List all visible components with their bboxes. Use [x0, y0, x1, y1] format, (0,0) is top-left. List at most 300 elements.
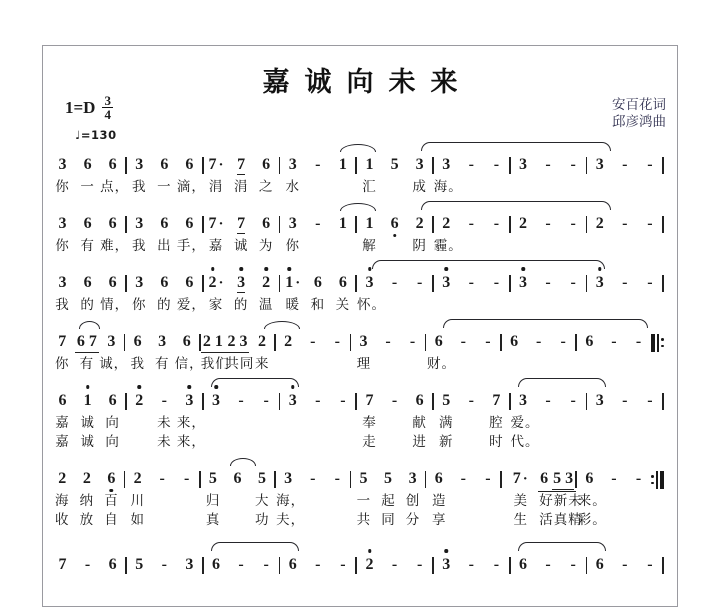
- octave-dot-high-icon: [86, 385, 90, 389]
- sustain-dash: -: [622, 392, 628, 409]
- note-token: [109, 555, 117, 574]
- note-token: [284, 469, 292, 488]
- lyric-measure: [127, 414, 206, 431]
- note-cell: [561, 391, 586, 410]
- sustain-dash: -: [570, 392, 576, 409]
- key-signature: [65, 94, 117, 121]
- note-digit: 6: [585, 333, 594, 350]
- augmentation-dot-icon: ·: [218, 216, 224, 232]
- note-cell: [484, 214, 509, 233]
- note-token: [494, 155, 499, 174]
- note-cell: [204, 391, 229, 410]
- octave-dot-high-icon: [211, 267, 215, 271]
- note-token: [340, 391, 345, 410]
- octave-dot-low-icon: [110, 489, 114, 493]
- tempo-marking: ♩=130: [75, 128, 117, 142]
- note-cell: [229, 391, 254, 410]
- score-line: [50, 317, 664, 372]
- note-cell: [351, 469, 376, 488]
- sustain-dash: -: [493, 215, 500, 232]
- note-digit: 6: [595, 556, 604, 573]
- measure: [50, 469, 124, 488]
- lyric-measure: [125, 355, 204, 372]
- note-token: [392, 555, 397, 574]
- measure: [125, 469, 199, 488]
- sustain-dash: -: [468, 392, 474, 409]
- note-cell: [407, 555, 432, 574]
- note-digit: 3: [408, 470, 417, 487]
- note-digit: 3: [135, 215, 144, 232]
- lyric-syllable: [612, 237, 637, 254]
- lyric-syllable: 一: [157, 179, 172, 194]
- note-cell: [276, 332, 301, 351]
- note-cell: [637, 391, 662, 410]
- note-cell: [426, 469, 451, 488]
- lyric-syllable: [382, 237, 407, 254]
- sustain-dash: -: [570, 274, 576, 291]
- octave-dot-high-icon: [368, 549, 372, 553]
- note-cell: [225, 469, 250, 488]
- measure: [50, 391, 125, 410]
- note-digit: 1: [214, 333, 223, 350]
- lyric-row: [50, 511, 664, 528]
- note-cell: [502, 332, 527, 351]
- note-cell: [100, 273, 125, 292]
- lyric-syllable: 温: [258, 297, 274, 312]
- sustain-dash: -: [485, 470, 491, 487]
- note-token: [359, 469, 367, 488]
- lyric-syllable: [561, 237, 586, 254]
- lyric-syllable: [452, 492, 477, 509]
- note-digit: 2: [284, 333, 293, 350]
- lyric-syllable: 诚: [233, 238, 249, 253]
- lyric-syllable: [459, 414, 484, 431]
- sustain-dash: -: [310, 470, 316, 487]
- note-digit: 6: [262, 215, 271, 232]
- measure: [50, 555, 125, 574]
- note-token: [85, 555, 90, 574]
- note-digit: 3: [289, 391, 297, 410]
- note-token: [570, 273, 575, 292]
- lyric-syllable: 怀。: [357, 297, 386, 312]
- note-token: [366, 273, 374, 292]
- repeat-close-barline: [651, 470, 664, 489]
- measure: [587, 391, 662, 410]
- lyric-measure: [204, 414, 279, 431]
- note-token: [622, 555, 627, 574]
- note-cell: [426, 332, 451, 351]
- lyric-syllable: 川: [130, 493, 145, 508]
- note-digit: 3: [58, 274, 67, 291]
- note-token: [185, 155, 193, 174]
- lyric-syllable: 奉: [362, 415, 377, 430]
- lyric-measure: [352, 511, 426, 528]
- note-token: [185, 391, 193, 410]
- lyric-measure: [357, 296, 432, 313]
- note-cell: [254, 155, 279, 175]
- note-cell: [536, 391, 561, 410]
- measure: [587, 155, 662, 174]
- note-cell: [577, 332, 602, 351]
- lyric-measure: [201, 492, 275, 509]
- note-token: [335, 332, 340, 351]
- note-cell: [50, 391, 75, 410]
- octave-dot-high-icon: [214, 385, 218, 389]
- measure: [50, 332, 124, 353]
- lyric-syllable: 阴: [412, 238, 427, 253]
- note-digit: 3: [107, 333, 116, 350]
- note-digit: 1: [285, 273, 293, 292]
- lyric-syllable: [511, 296, 536, 313]
- note-cell: [382, 391, 407, 410]
- note-cell: [127, 555, 152, 574]
- lyric-syllable: [280, 414, 305, 431]
- note-cell: [637, 273, 662, 292]
- note-cell: [127, 273, 152, 292]
- note-row: [50, 391, 664, 412]
- lyric-syllable: 享: [432, 512, 447, 527]
- note-digit: 2: [227, 333, 236, 350]
- note-token: [545, 391, 550, 410]
- sustain-dash: -: [238, 392, 244, 409]
- note-digit: 2: [133, 470, 142, 487]
- note-token: [237, 214, 245, 234]
- note-cell: [204, 214, 229, 234]
- note-row: [50, 214, 664, 235]
- note-token: [596, 555, 604, 574]
- note-cell: [177, 273, 202, 292]
- note-digit: 5: [390, 156, 399, 173]
- sustain-dash: -: [560, 333, 566, 350]
- note-cell: [152, 555, 177, 574]
- octave-dot-high-icon: [445, 267, 449, 271]
- note-digit: 2: [258, 333, 266, 350]
- note-cell: [637, 214, 662, 233]
- note-digit: 6: [83, 156, 92, 173]
- lyric-measure: [204, 433, 279, 450]
- lyric-syllable: [536, 296, 561, 313]
- note-cell: [536, 555, 561, 574]
- sustain-dash: -: [545, 215, 551, 232]
- note-token: [492, 391, 500, 410]
- note-cell: [127, 391, 152, 410]
- octave-dot-high-icon: [598, 267, 602, 271]
- sustain-dash: -: [647, 556, 653, 573]
- note-cell: [451, 332, 476, 351]
- note-token: [485, 469, 490, 488]
- score-line: [50, 540, 664, 576]
- lyric-syllable: [459, 296, 484, 313]
- note-digit: 6: [288, 556, 297, 573]
- note-cell: [459, 155, 484, 174]
- note-digit: 3: [519, 273, 527, 292]
- lyric-syllable: [484, 178, 509, 195]
- lyric-syllable: [330, 433, 355, 450]
- lyric-syllable: 理: [356, 356, 372, 371]
- lyric-measure: [201, 355, 275, 372]
- note-digit: 6: [108, 156, 117, 173]
- lyric-syllable: [459, 237, 484, 254]
- lyric-measure: [352, 492, 426, 509]
- lyric-syllable: 彩。: [577, 512, 607, 527]
- note-cell: [280, 273, 305, 293]
- lyric-syllable: 美: [513, 493, 529, 508]
- sustain-dash: -: [416, 556, 423, 573]
- sustain-dash: -: [622, 274, 628, 291]
- note-token: [469, 555, 474, 574]
- note-digit: 6: [519, 556, 528, 573]
- lyric-syllable: 归: [205, 493, 221, 508]
- lyric-syllable: [459, 178, 484, 195]
- lyric-syllable: [301, 511, 326, 528]
- lyric-syllable: [305, 178, 330, 195]
- lyric-measure: [357, 237, 432, 254]
- lyric-syllable: [382, 296, 407, 313]
- note-digit: 3: [239, 333, 248, 350]
- lyric-syllable: 海: [55, 493, 70, 508]
- lyric-syllable: 我: [55, 297, 70, 312]
- note-cell: [407, 155, 432, 174]
- tie-arc: [340, 144, 376, 152]
- measure: [351, 469, 425, 488]
- lyric-syllable: 未: [157, 434, 172, 449]
- note-digit: 7: [237, 215, 246, 232]
- note-digit: 2: [58, 470, 67, 487]
- note-digit: 7: [365, 392, 374, 409]
- note-token: [134, 469, 142, 488]
- lyric-syllable: [376, 355, 401, 372]
- note-cell: [536, 155, 561, 174]
- lyric-syllable: [637, 237, 662, 254]
- note-token: [596, 391, 604, 410]
- measure: [204, 555, 279, 574]
- note-cell: [99, 332, 124, 353]
- note-token: [622, 391, 627, 410]
- note-cell: [280, 555, 305, 574]
- measure: [280, 391, 355, 410]
- sustain-dash: -: [310, 333, 316, 350]
- note-cell: [561, 273, 586, 292]
- note-cell: [459, 214, 484, 233]
- note-cell: [577, 469, 602, 488]
- lyric-measure: [502, 355, 576, 372]
- key-label: 1=D: [65, 97, 96, 117]
- lyric-syllable: [150, 511, 175, 528]
- lyric-measure: [50, 237, 130, 254]
- lyric-syllable: 时: [489, 434, 504, 449]
- lyric-syllable: [401, 355, 426, 372]
- octave-dot-high-icon: [288, 267, 292, 271]
- note-token: [159, 469, 164, 488]
- lyric-syllable: 向: [105, 415, 120, 430]
- note-digit: 3: [519, 392, 528, 409]
- note-token: [442, 273, 450, 292]
- note-token: [160, 214, 168, 233]
- lyric-syllable: [627, 355, 652, 372]
- sustain-dash: -: [391, 556, 398, 573]
- note-cell: [451, 469, 476, 488]
- note-digit: 7: [88, 333, 97, 350]
- note-digit: 3: [359, 333, 368, 350]
- tie-arc: [79, 321, 101, 329]
- note-token: [237, 273, 245, 293]
- lyric-syllable: [476, 511, 501, 528]
- note-digit: 3: [212, 391, 220, 410]
- lyric-measure: [50, 511, 124, 528]
- note-token: [545, 555, 550, 574]
- lyric-syllable: [627, 492, 652, 509]
- measure: [511, 155, 586, 174]
- sustain-dash: -: [468, 215, 474, 232]
- note-token: [416, 391, 424, 410]
- lyric-syllable: 我们: [200, 356, 230, 371]
- note-digit: 3: [442, 555, 450, 574]
- note-cell: [50, 214, 75, 233]
- lyric-row: [50, 237, 664, 254]
- lyric-syllable: [305, 414, 330, 431]
- lyric-syllable: [434, 296, 459, 313]
- lyric-syllable: [612, 433, 637, 450]
- sustain-dash: -: [545, 392, 551, 409]
- sustain-dash: -: [545, 274, 551, 291]
- note-token: [519, 391, 527, 410]
- note-digit: 6: [510, 333, 519, 350]
- sustain-dash: -: [493, 156, 500, 173]
- note-cell: [357, 391, 382, 410]
- note-token: [84, 214, 92, 233]
- note-cell: [536, 214, 561, 233]
- barline: [662, 275, 664, 292]
- measure: [50, 273, 125, 292]
- note-token: [284, 332, 292, 351]
- note-cell: [612, 273, 637, 292]
- lyric-syllable: 你: [132, 297, 147, 312]
- note-token: [469, 155, 474, 174]
- note-cell: [511, 555, 536, 574]
- measure: [280, 155, 355, 174]
- lyric-measure: [578, 511, 652, 528]
- sustain-dash: -: [460, 470, 466, 487]
- note-token: [636, 469, 641, 488]
- note-token: [392, 391, 397, 410]
- lyric-syllable: 腔: [489, 415, 504, 430]
- note-token: [285, 273, 300, 293]
- lyric-syllable: [612, 414, 637, 431]
- lyric-syllable: 有: [155, 356, 170, 371]
- lyric-syllable: [459, 433, 484, 450]
- time-signature-numerator: 3: [104, 93, 111, 108]
- note-digit: 3: [288, 156, 297, 173]
- composer-credit: 邱彦鸿曲: [612, 114, 666, 129]
- note-cell: [376, 469, 401, 488]
- note-token: [84, 391, 92, 410]
- sustain-dash: -: [647, 392, 653, 409]
- note-cell: [75, 332, 100, 353]
- note-digit: 6: [185, 274, 194, 291]
- lyric-measure: [427, 511, 501, 528]
- lyric-syllable: [587, 237, 612, 254]
- lyric-syllable: [382, 178, 407, 195]
- lyric-syllable: 大: [255, 493, 270, 508]
- lyric-syllable: [484, 296, 509, 313]
- sustain-dash: -: [635, 333, 642, 350]
- note-digit: 5: [553, 470, 562, 487]
- lyric-spacer: [652, 492, 665, 509]
- note-cell: [612, 555, 637, 574]
- lyric-measure: [127, 433, 206, 450]
- note-token: [212, 555, 220, 574]
- note-cell: [602, 469, 627, 488]
- lyric-syllable: 诚，: [99, 356, 129, 371]
- note-token: [184, 469, 189, 488]
- lyric-measure: [434, 296, 509, 313]
- note-cell: [511, 214, 536, 233]
- note-token: [494, 273, 499, 292]
- measure: [434, 273, 509, 292]
- note-digit: 7: [58, 333, 67, 350]
- lyric-syllable: 暖: [285, 297, 301, 312]
- slur-arc: [211, 542, 299, 551]
- lyric-measure: [357, 178, 432, 195]
- note-row: [50, 555, 664, 576]
- lyric-syllable: 献: [412, 415, 427, 430]
- note-digit: 2: [442, 215, 451, 232]
- note-token: [212, 391, 220, 410]
- sustain-dash: -: [570, 556, 576, 573]
- note-token: [158, 332, 166, 351]
- lyric-row: [50, 355, 664, 372]
- lyric-syllable: 功: [255, 512, 270, 527]
- note-token: [359, 332, 367, 351]
- lyric-measure: [587, 296, 662, 313]
- note-token: [461, 469, 466, 488]
- note-cell: [50, 332, 75, 353]
- sustain-dash: -: [416, 274, 423, 291]
- note-cell: [382, 273, 407, 292]
- note-cell: [612, 155, 637, 174]
- note-token: [262, 214, 270, 233]
- measure: [125, 332, 199, 351]
- lyric-syllable: 点，: [100, 179, 130, 194]
- lyric-measure: [50, 433, 125, 450]
- note-cell: [587, 214, 612, 233]
- lyric-syllable: 放: [79, 512, 95, 527]
- note-token: [314, 273, 322, 292]
- note-token: [485, 332, 490, 351]
- tie-arc: [264, 321, 300, 329]
- note-digit: 5: [442, 392, 451, 409]
- note-cell: [177, 391, 202, 410]
- note-token: [162, 555, 167, 574]
- note-token: [83, 469, 91, 488]
- lyric-syllable: 造: [432, 493, 447, 508]
- note-token: [417, 273, 422, 292]
- note-token: [647, 273, 652, 292]
- note-cell: [229, 273, 254, 293]
- lyric-syllable: [602, 355, 627, 372]
- note-digit: 3: [519, 156, 528, 173]
- lyric-syllable: [305, 433, 330, 450]
- sustain-dash: -: [340, 392, 346, 409]
- measure: [502, 469, 576, 492]
- octave-dot-high-icon: [445, 549, 449, 553]
- lyric-measure: [280, 433, 355, 450]
- lyric-syllable: [637, 414, 662, 431]
- note-cell: [484, 391, 509, 410]
- note-digit: 2: [519, 215, 528, 232]
- lyric-syllable: 未: [157, 415, 172, 430]
- barline: [662, 557, 664, 574]
